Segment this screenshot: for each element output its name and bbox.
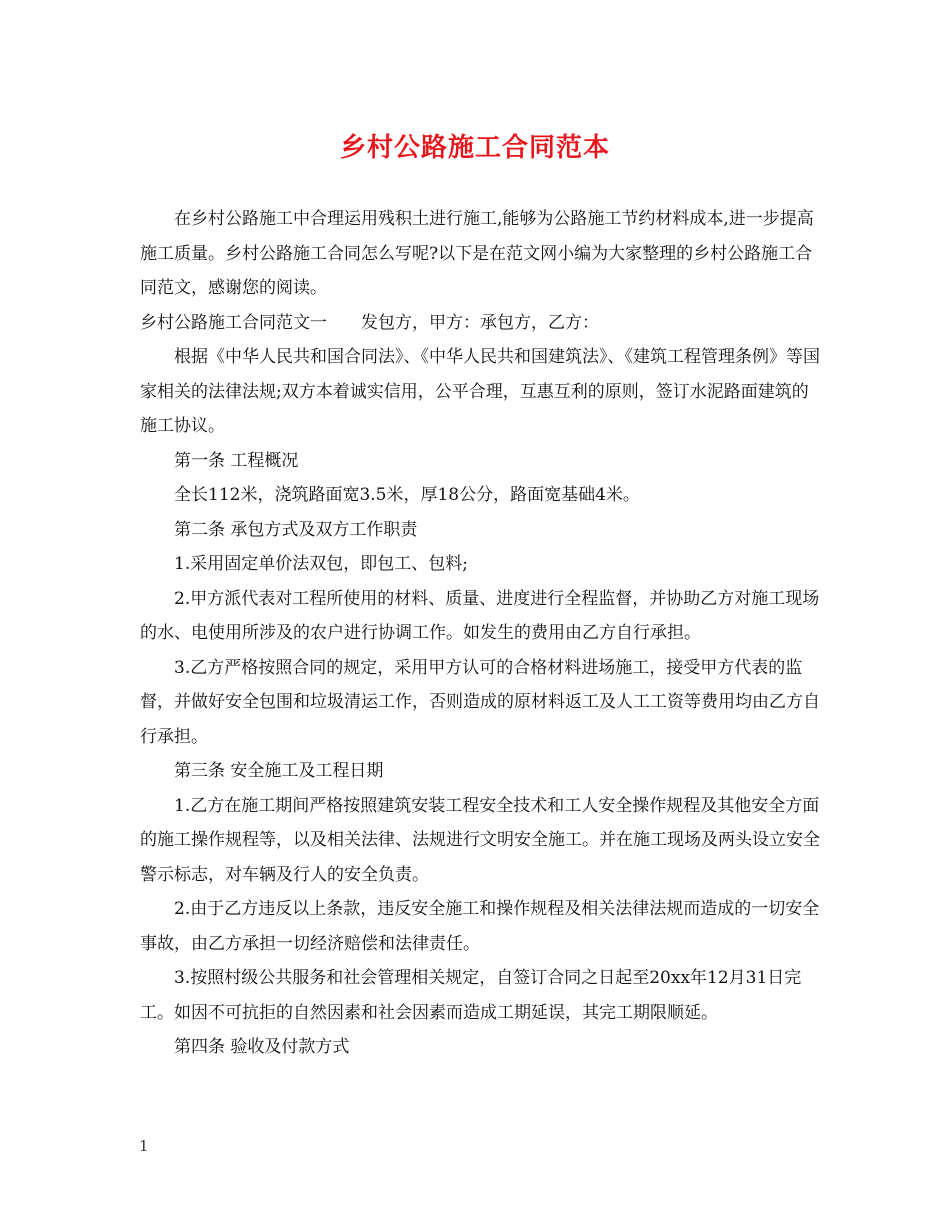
article-3-item-3: 3.按照村级公共服务和社会管理相关规定，自签订合同之日起至20xx年12月31日完工。如因不可抗拒的自然因素和社会因素而造成工期延误，其完工期限顺延。 bbox=[140, 968, 802, 1023]
article-1-text: 全长112米，浇筑路面宽3.5米，厚18公分，路面宽基础4米。 bbox=[174, 485, 640, 505]
article-3-title: 第三条 安全施工及工程日期 bbox=[174, 761, 384, 781]
article-2-item-3: 3.乙方严格按照合同的规定，采用甲方认可的合格材料进场施工，接受甲方代表的监督，并做好安全包围和垃圾清运工作，否则造成的原材料返工及人工工资等费用均由乙方自行承担。 bbox=[140, 657, 820, 747]
document-body bbox=[140, 202, 820, 1065]
section-header: 乡村公路施工合同范文一 bbox=[140, 312, 327, 333]
article-3-item-1: 1.乙方在施工期间严格按照建筑安装工程安全技术和工人安全操作规程及其他安全方面的施工操作规程等，以及相关法律、法规进行文明安全施工。并在施工现场及两头设立安全警示标志，对车辆及行人的安全负责。 bbox=[140, 795, 820, 885]
document-title: 乡村公路施工合同范本 bbox=[339, 133, 610, 163]
page-number: 1 bbox=[139, 1137, 149, 1155]
parties-line: 发包方，甲方：承包方，乙方： bbox=[361, 312, 599, 333]
article-3-item-2: 2.由于乙方违反以上条款，违反安全施工和操作规程及相关法律法规而造成的一切安全事故，由乙方承担一切经济赔偿和法律责任。 bbox=[140, 899, 820, 954]
article-2-item-1: 1.采用固定单价法双包，即包工、包料; bbox=[174, 554, 468, 574]
article-4-title: 第四条 验收及付款方式 bbox=[174, 1037, 350, 1057]
article-2-title: 第二条 承包方式及双方工作职责 bbox=[174, 519, 418, 540]
article-1-title: 第一条 工程概况 bbox=[174, 450, 299, 471]
intro-paragraph: 在乡村公路施工中合理运用残积土进行施工,能够为公路施工节约材料成本,进一步提高施工质量。乡村公路施工合同怎么写呢?以下是在范文网小编为大家整理的乡村公路施工合同范文，感谢您的阅读。 bbox=[140, 209, 814, 298]
basis-paragraph: 根据《中华人民共和国合同法》、《中华人民共和国建筑法》、《建筑工程管理条例》等国家相关的法律法规;双方本着诚实信用，公平合理，互惠互利的原则，签订水泥路面建筑的施工协议。 bbox=[140, 347, 820, 436]
article-2-item-2: 2.甲方派代表对工程所使用的材料、质量、进度进行全程监督，并协助乙方对施工现场的水、电使用所涉及的农户进行协调工作。如发生的费用由乙方自行承担。 bbox=[140, 588, 820, 643]
section-header-line bbox=[140, 306, 820, 341]
